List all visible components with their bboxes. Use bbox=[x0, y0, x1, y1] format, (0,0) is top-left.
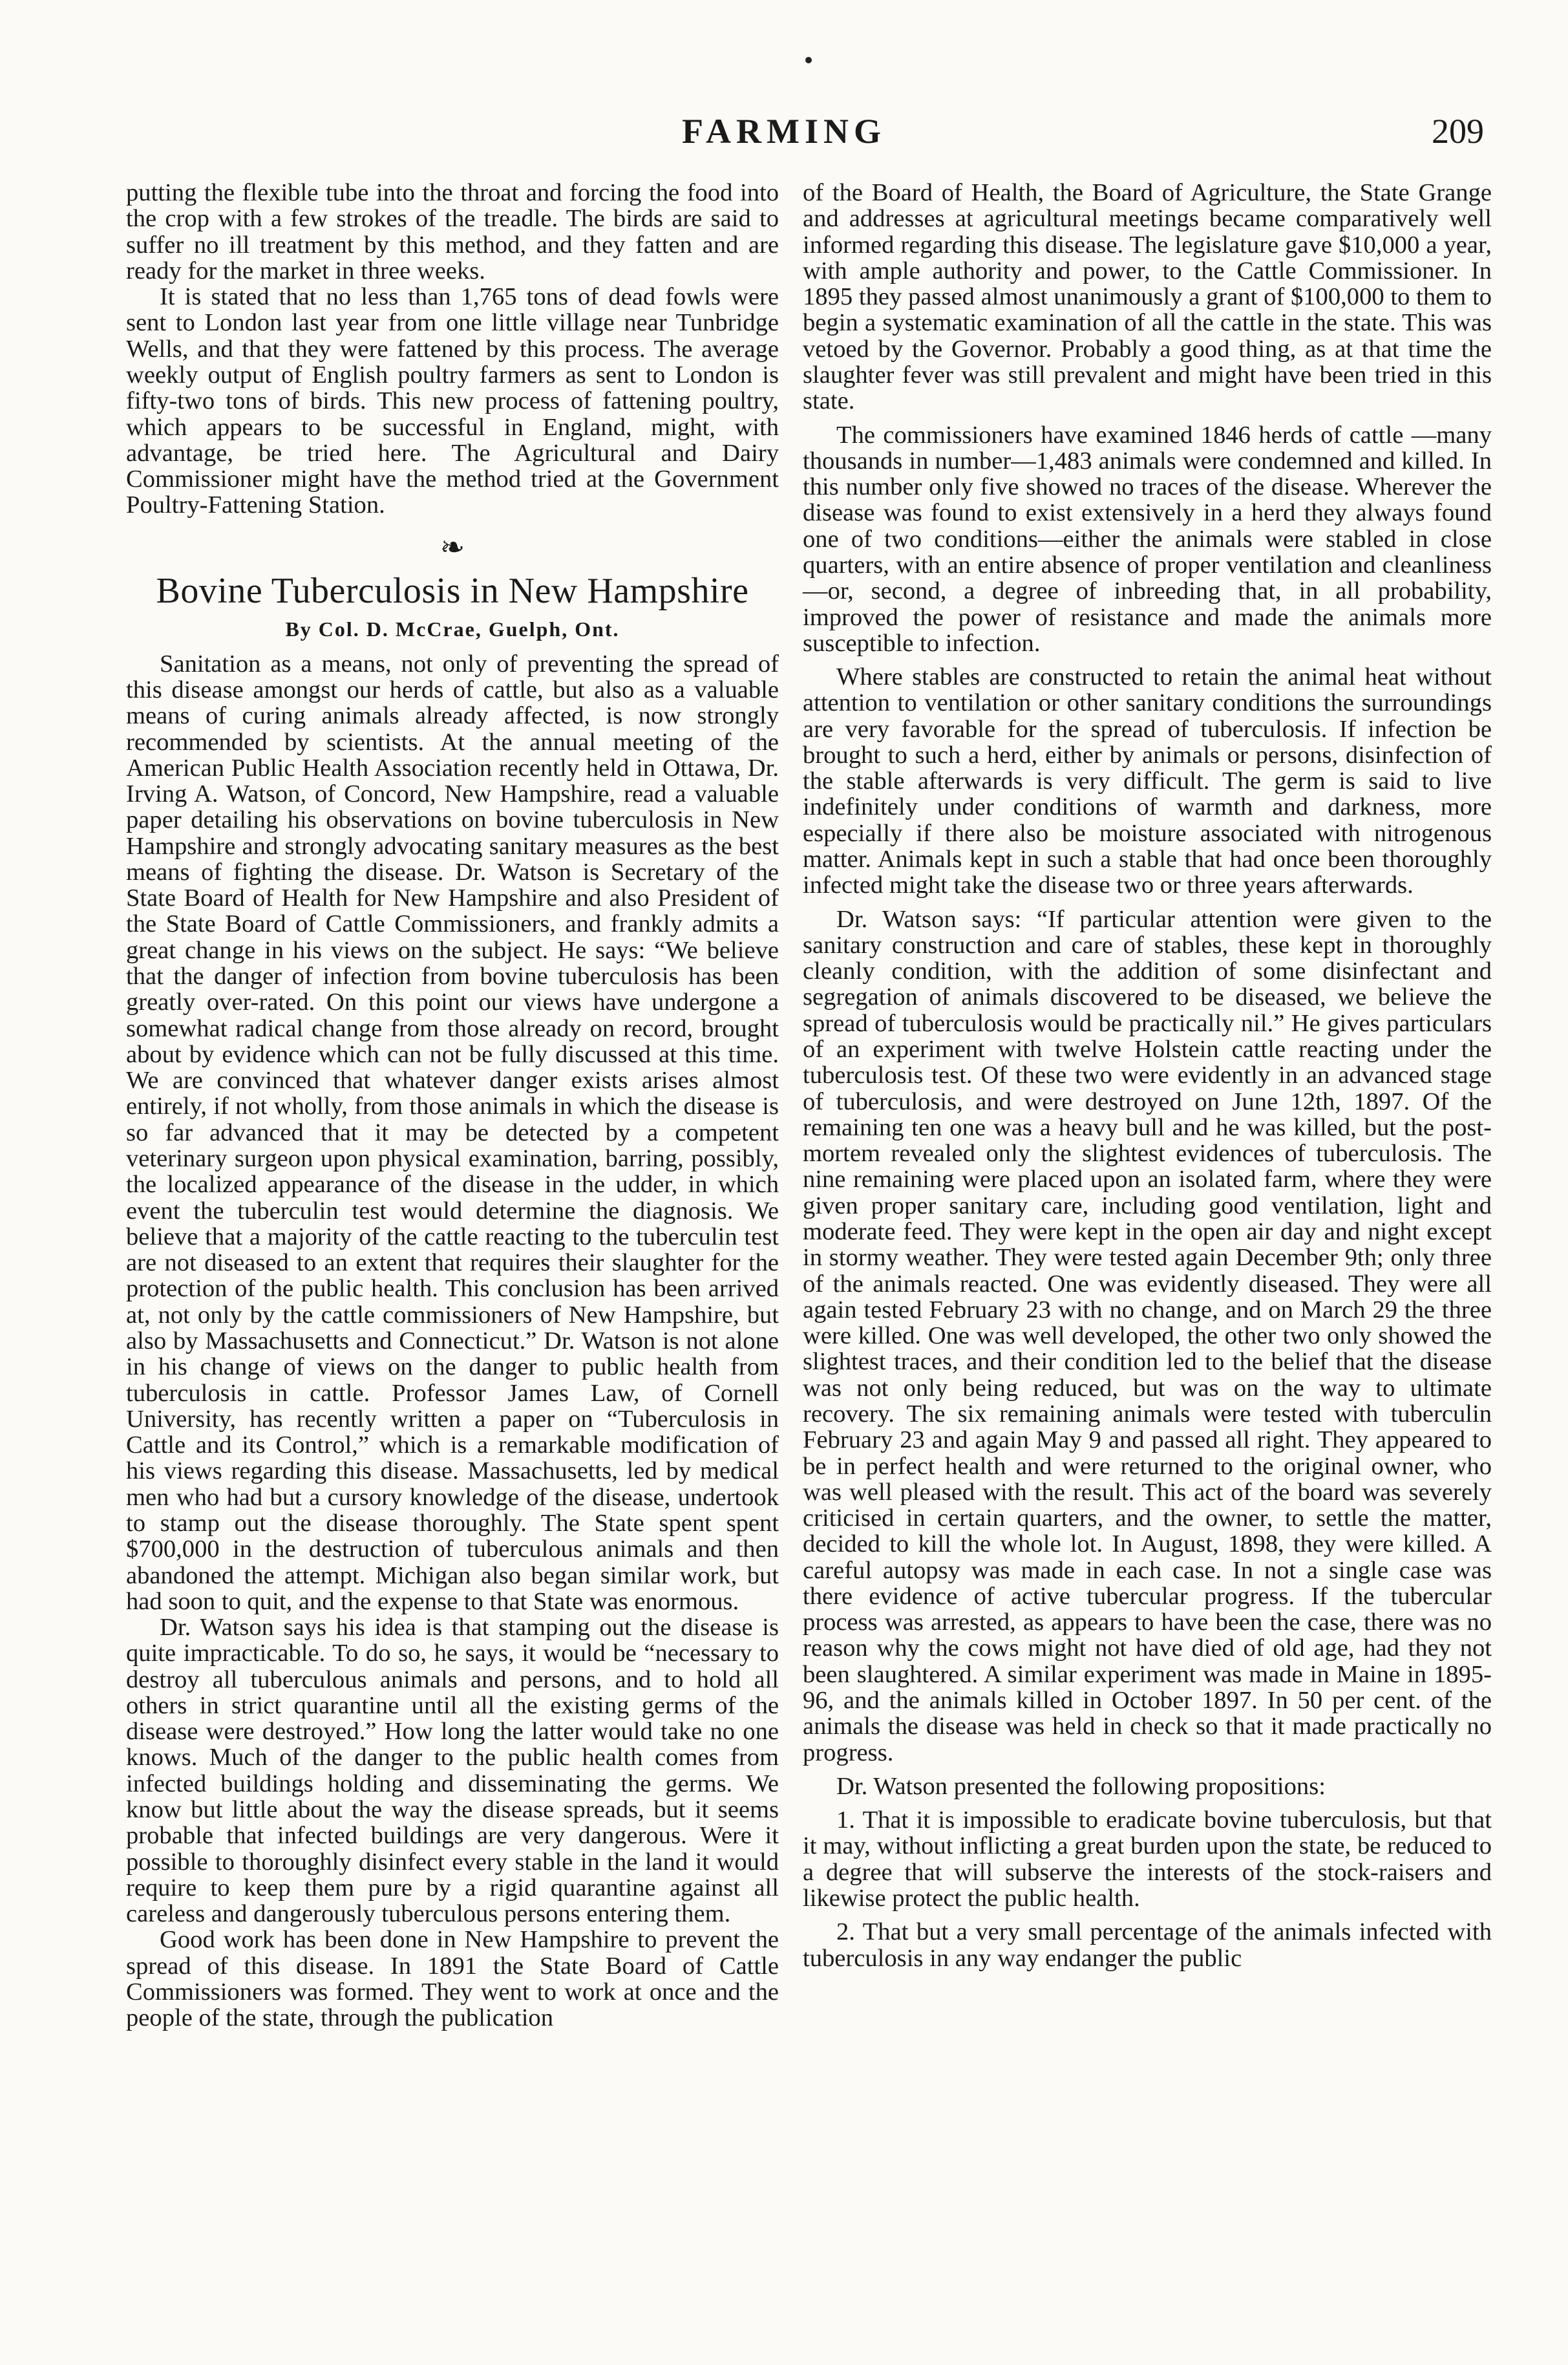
paragraph: Where stables are constructed to retain the animal heat without attention to ventilation or other sanitary conditions the surroundings are very favorable for the spread of tuberculosis. If infection be brought to such a herd, either by animals or persons, disinfection of the stable afterwards is very difficult. The germ is said to live indefinitely under conditions of warmth and darkness, more especially if there also be moisture associated with nitrogenous matter. Animals kept in such a stable that had once been thoroughly infected might take the disease two or three years afterwards. bbox=[803, 663, 1492, 899]
running-title: FARMING bbox=[682, 112, 886, 151]
paragraph: The commissioners have examined 1846 herds of cattle —many thousands in number—1,483 animals were condemned and killed. In this number only five showed no traces of the disease. Wherever the disease was found to exist extensively in a herd they always found one of two conditions—either the animals were stabled in close quarters, with an entire absence of proper ventilation and cleanliness—or, second, a degree of inbreeding that, in all probability, improved the power of resistance and made the animals more susceptible to infection. bbox=[803, 421, 1492, 657]
paragraph: Dr. Watson says his idea is that stamping out the disease is quite impracticable. To do so, he says, it would be “necessary to destroy all tuberculous animals and persons, and to hold all others in strict quarantine until all the existing germs of the disease were destroyed.” How long the latter would take no one knows. Much of the danger to the public health comes from infected buildings holding and disseminating the germs. We know but little about the way the disease spreads, but it seems probable that infected buildings are very dangerous. Were it possible to thoroughly disinfect every stable in the land it would require to keep them pure by a rigid quarantine against all careless and dangerously tuberculous persons entering them. bbox=[126, 1614, 779, 1928]
byline: By Col. D. McCrae, Guelph, Ont. bbox=[285, 617, 620, 641]
paragraph: Dr. Watson says: “If particular attention were given to the sanitary construction and care of stables, these kept in thoroughly cleanly condition, with the addition of some disinfectant and segregation of animals discovered to be diseased, we believe the spread of tuberculosis would be practically nil.” He gives particulars of an experiment with twelve Holstein cattle reacting under the tuberculosis test. Of these two were evidently in an advanced stage of tuberculosis, and were destroyed on June 12th, 1897. Of the remaining ten one was a heavy bull and he was killed, but the post-mortem revealed only the slightest evidences of tuberculosis. The nine remaining were placed upon an isolated farm, where they were given proper sanitary care, including good ventilation, light and moderate feed. They were kept in the open air day and night except in stormy weather. They were tested again December 9th; only three of the animals reacted. One was evidently diseased. They were all again tested February 23 with no change, and on March 29 the three were killed. One was well developed, the other two only showed the slightest traces, and their condition led to the belief that the disease was not only being reduced, but was on the way to ultimate recovery. The six remaining animals were tested with tuberculin February 23 and again May 9 and passed all right. They appeared to be in perfect health and were returned to the original owner, who was well pleased with the result. This act of the board was severely criticised in certain quarters, and the owner, to settle the matter, decided to kill the whole lot. In August, 1898, they were killed. A careful autopsy was made in each case. In not a single case was there evidence of active tubercular progress. If the tubercular process was arrested, as appears to have been the case, there was no reason why the cows might not have died of old age, had they not been slaughtered. A similar experiment was made in Maine in 1895-96, and the animals killed in October 1897. In 50 per cent. of the animals the disease was held in check so that it made practically no progress. bbox=[803, 905, 1492, 1766]
paragraph: putting the flexible tube into the throat and forcing the food into the crop with a few strokes of the treadle. The birds are said to suffer no ill treatment by this method, and they fatten and are ready for the market in three weeks. bbox=[126, 179, 779, 284]
paragraph: 1. That it is impossible to eradicate bovine tuberculosis, but that it may, without inflicting a great burden upon the state, be reduced to a degree that will subserve the interests of the stock-raisers and likewise protect the public health. bbox=[803, 1806, 1492, 1912]
left-column bbox=[126, 180, 779, 2031]
paragraph: 2. That but a very small percentage of the animals infected with tuberculosis in any way endanger the public bbox=[803, 1918, 1492, 1972]
article-title: Bovine Tuberculosis in New Hampshire bbox=[156, 570, 749, 611]
right-column bbox=[803, 180, 1492, 1971]
paragraph: of the Board of Health, the Board of Agriculture, the State Grange and addresses at agricultural meetings became comparatively well informed regarding this disease. The legislature gave $10,000 a year, with ample authority and power, to the Cattle Commissioner. In 1895 they passed almost unanimously a grant of $100,000 to them to begin a systematic examination of all the cattle in the state. This was vetoed by the Governor. Probably a good thing, as at that time the slaughter fever was still prevalent and might have been tried in this state. bbox=[803, 179, 1492, 415]
paragraph: Good work has been done in New Hampshire to prevent the spread of this disease. In 1891 the State Board of Cattle Commissioners was formed. They went to work at once and the people of the state, through the publication bbox=[126, 1926, 779, 2032]
ornament-icon: ❧ bbox=[440, 530, 465, 564]
paragraph: Dr. Watson presented the following propositions: bbox=[836, 1772, 1326, 1800]
page-number: 209 bbox=[1432, 112, 1484, 151]
paragraph: It is stated that no less than 1,765 tons of dead fowls were sent to London last year from one little village near Tunbridge Wells, and that they were fattened by this process. The average weekly output of English poultry farmers as sent to London is fifty-two tons of birds. This new process of fattening poultry, which appears to be successful in England, might, with advantage, be tried here. The Agricultural and Dairy Commissioner might have the method tried at the Government Poultry-Fattening Station. bbox=[126, 283, 779, 519]
paragraph: Sanitation as a means, not only of preventing the spread of this disease amongst our herds of cattle, but also as a valuable means of curing animals already affected, is now strongly recommended by scientists. At the annual meeting of the American Public Health Association recently held in Ottawa, Dr. Irving A. Watson, of Concord, New Hampshire, read a valuable paper detailing his observations on bovine tuberculosis in New Hampshire and strongly advocating sanitary measures as the best means of fighting the disease. Dr. Watson is Secretary of the State Board of Health for New Hampshire and also President of the State Board of Cattle Commissioners, and frankly admits a great change in his views on the subject. He says: “We believe that the danger of infection from bovine tuberculosis has been greatly over-rated. On this point our views have undergone a somewhat radical change from those already on record, brought about by evidence which can not be fully discussed at this time. We are convinced that whatever danger exists arises almost entirely, if not wholly, from those animals in which the disease is so far advanced that it may be detected by a competent veterinary surgeon upon physical examination, barring, possibly, the localized appearance of the disease in the udder, in which event the tuberculin test would determine the diagnosis. We believe that a majority of the cattle reacting to the tuberculin test are not diseased to an extent that requires their slaughter for the protection of the public health. This conclusion has been arrived at, not only by the cattle commissioners of New Hampshire, but also by Massachusetts and Connecticut.” Dr. Watson is not alone in his change of views on the danger to public health from tuberculosis in cattle. Professor James Law, of Cornell University, has recently written a paper on “Tuberculosis in Cattle and its Control,” which is a remarkable modification of his views regarding this disease. Massachusetts, led by medical men who had but a cursory knowledge of the disease, undertook to stamp out the disease thoroughly. The State spent spent $700,000 in the destruction of tuberculous animals and then abandoned the attempt. Michigan also began similar work, but had soon to quit, and the expense to that State was enormous. bbox=[126, 650, 779, 1615]
printer-dot bbox=[805, 57, 812, 63]
page-header bbox=[0, 111, 1568, 163]
